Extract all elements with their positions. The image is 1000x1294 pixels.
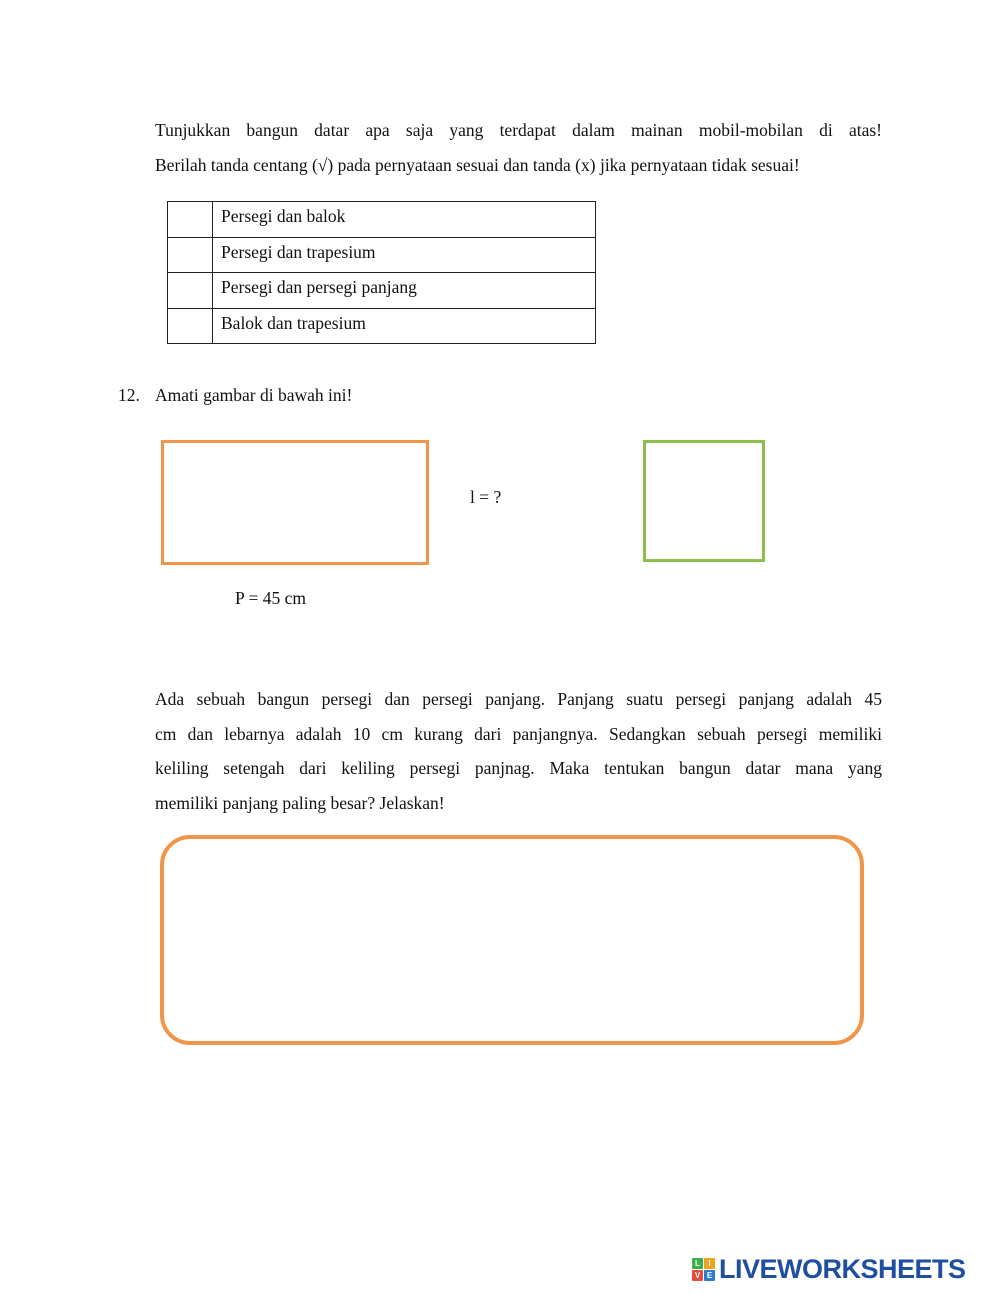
intro-line-1: Tunjukkan bangun datar apa saja yang terdapat dalam mainan mobil-mobilan di atas!	[155, 120, 882, 140]
choice-text: Balok dan trapesium	[213, 308, 596, 344]
rectangle-figure	[161, 440, 429, 565]
length-label: P = 45 cm	[235, 588, 306, 608]
logo-letter-l: L	[692, 1258, 703, 1269]
question-line-1: Ada sebuah bangun persegi dan persegi panjang. Panjang suatu persegi panjang adalah 45	[155, 689, 882, 709]
choice-mark-cell[interactable]	[168, 273, 213, 309]
choice-mark-cell[interactable]	[168, 308, 213, 344]
choices-table	[167, 201, 596, 344]
answer-box[interactable]	[160, 835, 864, 1045]
logo-icon	[692, 1258, 715, 1281]
choice-mark-cell[interactable]	[168, 202, 213, 238]
liveworksheets-logo	[692, 1254, 966, 1284]
question-line-2: cm dan lebarnya adalah 10 cm kurang dari panjangnya. Sedangkan sebuah persegi memiliki	[155, 723, 882, 744]
choice-text: Persegi dan persegi panjang	[213, 273, 596, 309]
logo-letter-v: V	[692, 1270, 703, 1281]
logo-text: LIVEWORKSHEETS	[719, 1254, 966, 1284]
logo-letter-e: E	[704, 1270, 715, 1281]
choice-text: Persegi dan balok	[213, 202, 596, 238]
choice-row	[168, 273, 596, 309]
question-text	[155, 682, 882, 820]
choice-row	[168, 308, 596, 344]
question-number: 12.	[118, 385, 140, 405]
question-title: Amati gambar di bawah ini!	[155, 385, 353, 405]
question-line-3: keliling setengah dari keliling persegi panjnag. Maka tentukan bangun datar mana yang	[155, 758, 882, 778]
logo-letter-i: I	[704, 1258, 715, 1269]
choice-text: Persegi dan trapesium	[213, 237, 596, 273]
intro-line-2: Berilah tanda centang (√) pada pernyataan sesuai dan tanda (x) jika pernyataan tidak sesuai!	[155, 154, 800, 175]
choice-row	[168, 202, 596, 238]
width-label: l = ?	[470, 487, 502, 507]
choice-row	[168, 237, 596, 273]
square-figure	[643, 440, 765, 562]
intro-instructions	[155, 113, 882, 182]
question-line-4: memiliki panjang paling besar? Jelaskan!	[155, 792, 445, 813]
choice-mark-cell[interactable]	[168, 237, 213, 273]
